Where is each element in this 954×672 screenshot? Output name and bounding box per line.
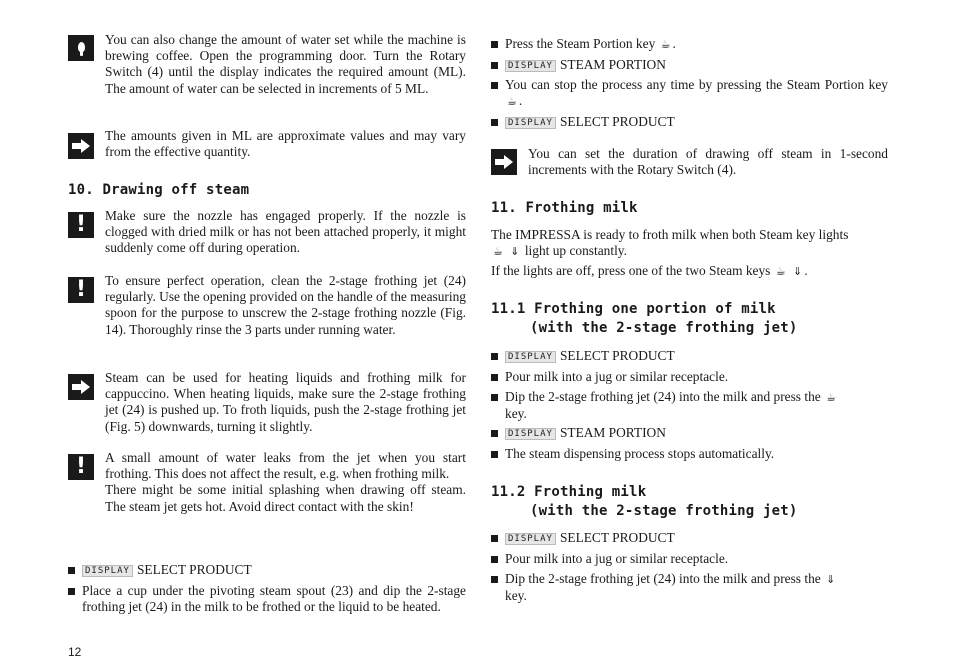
warning-note (68, 273, 466, 338)
list-item-text: You can stop the process any time by pressing the Steam Portion key (505, 77, 888, 92)
info-text: Steam can be used for heating liquids and frothing milk for cappuccino. When heating liquids, make sure the 2-stage frothing jet (24) is pushed up. To froth liquids, push the 2-stage frothing jet (Fig. 5) downwards, turning it slightly. (105, 370, 466, 434)
list-item (491, 348, 888, 364)
warning-text: A small amount of water leaks from the jet when you start frothing. This does not affect the result, e.g. when frothing milk. (105, 450, 466, 482)
arrow-right-icon (68, 133, 94, 159)
steam-key-icon: ⇓ (510, 245, 520, 259)
list-item-text: SELECT PRODUCT (136, 562, 252, 577)
bullet-square-icon (491, 576, 498, 583)
list-item (491, 446, 888, 462)
bullet-square-icon (491, 62, 498, 69)
list-item-text: Press the Steam Portion key (505, 36, 656, 51)
tip-text: You can also change the amount of water set while the machine is brewing coffee. Open the programming door. Turn the Rotary Switch (4) until the display indicates the required amount (ML). The amount of water can be selected in increments of 5 ML. (105, 32, 466, 96)
list-item-text: The steam dispensing process stops automatically. (505, 446, 775, 461)
steam-portion-key-icon: ☕ (826, 391, 836, 404)
exclamation-icon: ! (68, 454, 94, 480)
paragraph (491, 227, 888, 260)
bullet-square-icon (491, 374, 498, 381)
steam-portion-key-icon: ☕ (493, 245, 503, 259)
bullet-square-icon (491, 41, 498, 48)
list-item (491, 551, 888, 567)
paragraph-text: light up constantly. (524, 243, 627, 259)
list-item (491, 369, 888, 385)
steam-portion-key-icon: ☕ (507, 95, 517, 109)
list-item-text: Dip the 2-stage frothing jet (24) into the milk and press the (505, 571, 821, 586)
section-heading-11-1: 11.1 Frothing one portion of milk (with the 2-stage frothing jet) (491, 301, 798, 336)
list-item: Dip the 2-stage frothing jet (24) into the milk and press the ☕ key. (491, 389, 888, 422)
display-icon: DISPLAY (82, 565, 133, 577)
list-item-text: Pour milk into a jug or similar receptacle. (505, 551, 729, 566)
display-icon: DISPLAY (505, 351, 556, 363)
steam-key-icon: ⇓ (793, 265, 803, 278)
section-heading-11: 11. Frothing milk (491, 200, 638, 216)
list-item: Press the Steam Portion key ☕ . (491, 36, 888, 53)
list-item (68, 562, 466, 578)
bullet-square-icon (491, 556, 498, 563)
bullet-square-icon (491, 353, 498, 360)
steam-key-icon: ⇓ (826, 573, 836, 586)
bullet-square-icon (491, 430, 498, 437)
list-item-text: Pour milk into a jug or similar receptacle. (505, 369, 729, 384)
warning-note (68, 450, 466, 515)
steam-portion-key-icon: ☕ (660, 38, 671, 51)
list-item (491, 114, 888, 130)
warning-note (68, 208, 466, 257)
list-item: You can stop the process any time by pressing the Steam Portion key ☕ . (491, 77, 888, 110)
exclamation-icon: ! (68, 277, 94, 303)
info-note (68, 370, 466, 435)
bullet-square-icon (491, 535, 498, 542)
warning-text: To ensure perfect operation, clean the 2-stage frothing jet (24) regularly. Use the opening provided on the handle of the measuring spoon for the purpose to unscrew the 2-stage frothing nozzle (Fig. 14). Thoroughly rinse the 3 parts under running water. (105, 273, 466, 337)
paragraph-text: The IMPRESSA is ready to froth milk when both Steam key lights (491, 227, 849, 242)
exclamation-icon: ! (68, 212, 94, 238)
tip-note (68, 32, 466, 97)
list-item-text: STEAM PORTION (559, 425, 666, 440)
list-item-text: SELECT PRODUCT (559, 530, 675, 545)
list-item-text: STEAM PORTION (559, 57, 666, 72)
bullet-square-icon (68, 567, 75, 574)
display-icon: DISPLAY (505, 428, 556, 440)
list-item-text: SELECT PRODUCT (559, 348, 675, 363)
list-item (68, 583, 466, 615)
display-icon: DISPLAY (505, 60, 556, 72)
info-text: The amounts given in ML are approximate values and may vary from the effective quantity. (105, 128, 466, 160)
list-item (491, 57, 888, 73)
info-text: You can set the duration of drawing off steam in 1-second increments with the Rotary Switch (4). (528, 146, 888, 178)
bullet-square-icon (491, 119, 498, 126)
list-item: Dip the 2-stage frothing jet (24) into the milk and press the ⇓ key. (491, 571, 888, 604)
bullet-square-icon (491, 394, 498, 401)
bullet-square-icon (68, 588, 75, 595)
section-heading-10: 10. Drawing off steam (68, 182, 250, 198)
display-icon: DISPLAY (505, 533, 556, 545)
list-item (491, 425, 888, 441)
lightbulb-icon (68, 35, 94, 61)
list-item-text: Place a cup under the pivoting steam spout (23) and dip the 2-stage frothing jet (24) in the milk to be frothed or the liquid to be heated. (82, 583, 466, 615)
info-note (68, 128, 466, 160)
list-item-text: SELECT PRODUCT (559, 114, 675, 129)
warning-text: There might be some initial splashing when drawing off steam. The steam jet gets hot. Avoid direct contact with the skin! (105, 482, 466, 514)
info-note (491, 146, 888, 178)
paragraph-text: If the lights are off, press one of the two Steam keys (491, 263, 771, 278)
list-item-text: Dip the 2-stage frothing jet (24) into the milk and press the (505, 389, 821, 404)
warning-text: Make sure the nozzle has engaged properly. If the nozzle is clogged with dried milk or has not been attached properly, it might suddenly come off during operation. (105, 208, 466, 256)
arrow-right-icon (68, 374, 94, 400)
bullet-square-icon (491, 82, 498, 89)
display-icon: DISPLAY (505, 117, 556, 129)
bullet-square-icon (491, 451, 498, 458)
steam-portion-key-icon: ☕ (775, 265, 786, 278)
list-item (491, 530, 888, 546)
page-number: 12 (68, 645, 82, 659)
arrow-right-icon (491, 149, 517, 175)
section-heading-11-2: 11.2 Frothing milk (with the 2-stage frothing jet) (491, 484, 798, 519)
paragraph: If the lights are off, press one of the two Steam keys ☕ ⇓ . (491, 263, 888, 280)
